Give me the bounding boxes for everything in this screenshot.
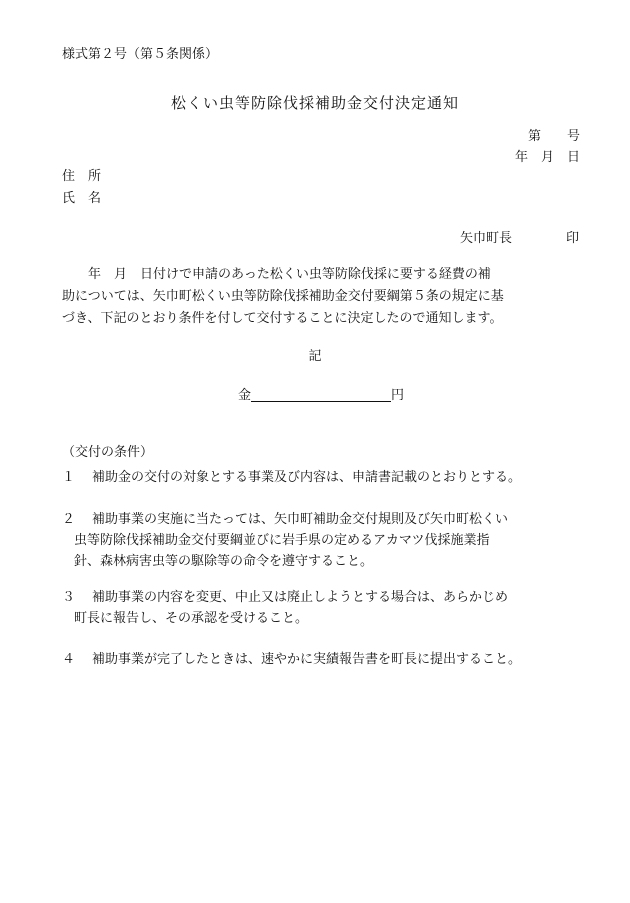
condition-text: 補助金の交付の対象とする事業及び内容は、申請書記載のとおりとする。	[92, 470, 522, 485]
ki-heading: 記	[308, 349, 322, 364]
body-line: 年 月 日付けで申請のあった松くい虫等防除伐採に要する経費の補	[62, 267, 491, 282]
seal-mark: 印	[566, 231, 580, 246]
body-line: 助については、矢巾町松くい虫等防除伐採補助金交付要綱第５条の規定に基	[62, 289, 504, 304]
document-title: 松くい虫等防除伐採補助金交付決定通知	[170, 94, 459, 112]
document-number: 第 号	[527, 129, 580, 144]
condition-text: 補助事業の内容を変更、中止又は廃止しようとする場合は、あらかじめ	[92, 590, 509, 605]
condition-item	[62, 587, 602, 629]
amount-prefix: 金	[238, 388, 252, 403]
condition-item	[62, 509, 602, 572]
address-label: 住 所	[62, 169, 102, 184]
form-number: 様式第２号（第５条関係）	[62, 47, 219, 62]
amount-blank	[251, 388, 391, 402]
condition-number: １	[62, 470, 76, 485]
conditions-heading: （交付の条件）	[62, 445, 154, 460]
condition-text: 虫等防除伐採補助金交付要綱並びに岩手県の定めるアカマツ伐採施業指	[74, 533, 490, 548]
name-label: 氏 名	[62, 191, 102, 206]
issuer: 矢巾町長	[460, 231, 513, 246]
condition-number: ３	[62, 590, 76, 605]
amount-line	[238, 388, 404, 402]
condition-number: ２	[62, 512, 76, 527]
body-line: づき、下記のとおり条件を付して交付することに決定したので通知します。	[62, 311, 503, 326]
condition-text: 針、森林病害虫等の駆除等の命令を遵守すること。	[74, 554, 374, 569]
amount-suffix: 円	[391, 388, 405, 403]
document-date: 年 月 日	[514, 150, 580, 165]
condition-text: 町長に報告し、その承認を受けること。	[74, 611, 309, 626]
condition-item	[62, 649, 602, 670]
condition-number: ４	[62, 652, 76, 667]
condition-text: 補助事業の実施に当たっては、矢巾町補助金交付規則及び矢巾町松くい	[92, 512, 509, 527]
condition-item	[62, 467, 602, 488]
condition-text: 補助事業が完了したときは、速やかに実績報告書を町長に提出すること。	[92, 652, 522, 667]
body-paragraph	[62, 264, 592, 330]
